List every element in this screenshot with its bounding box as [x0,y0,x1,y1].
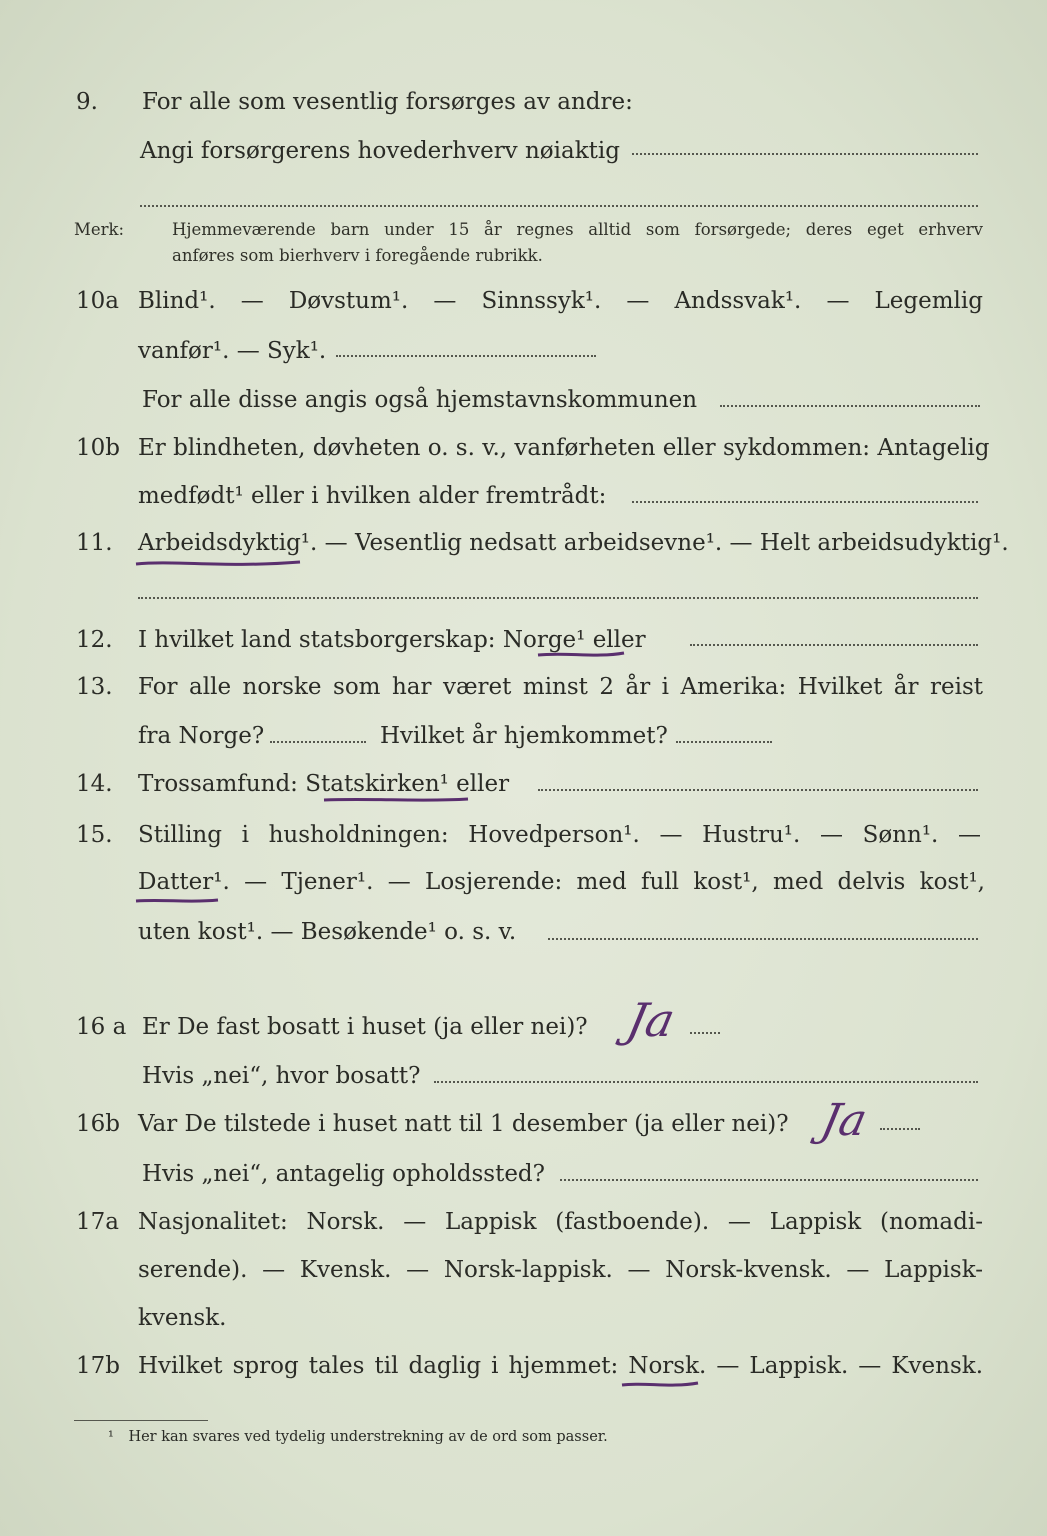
q14-field[interactable] [538,789,978,791]
q17a-line2 [0,1250,1047,1290]
q16b-handwritten-answer: Ja [816,1095,872,1146]
q10b-field[interactable] [632,501,978,503]
q15-line1 [0,815,1047,855]
q16a-number: 16 a [76,1014,127,1040]
q17a-text-3: kvensk. [138,1305,227,1331]
q12-text: I hvilket land statsborgerskap: Norge¹ eller [138,627,646,653]
q16b-line1 [0,1104,1047,1144]
q16a-text-2: Hvis „nei“, hvor bosatt? [142,1063,421,1089]
q14-number: 14. [76,771,113,797]
q13-text-2a: fra Norge? [138,723,265,749]
q10a-text-3: For alle disse angis også hjemstavnskommunen [142,387,698,413]
q14-ink-underline [322,793,472,807]
q10a-line2 [0,331,1047,371]
q9-number: 9. [76,89,98,115]
q13-text: For alle norske som har været minst 2 år i Amerika: Hvilket år reist [138,674,983,700]
q15-number: 15. [76,822,113,848]
q16a-field-2[interactable] [434,1081,978,1083]
q16a-handwritten-answer: Ja [622,993,680,1047]
q17b-text: Hvilket sprog tales til daglig i hjemmet: Norsk. — Lappisk. — Kvensk. [138,1353,983,1379]
q11-field[interactable] [138,597,978,599]
q10b-number: 10b [76,435,120,461]
q14-text: Trossamfund: Statskirken¹ eller [138,771,510,797]
q10b-line2 [0,476,1047,516]
q10a-number: 10a [76,288,119,314]
q15-text-2: Datter¹. — Tjener¹. — Losjerende: med full kost¹, med delvis kost¹, [138,869,985,895]
q15-text-3: uten kost¹. — Besøkende¹ o. s. v. [138,919,517,945]
q16b-line2 [0,1154,1047,1194]
q10b-line1 [0,428,1047,468]
q9-line1 [0,82,1047,122]
q9-text-2: Angi forsørgerens hovederhverv nøiaktig [140,138,620,164]
q9-answer-field-2[interactable] [140,205,978,207]
q11-text: Arbeidsdyktig¹. — Vesentlig nedsatt arbeidsevne¹. — Helt arbeidsudyktig¹. [138,530,1009,556]
q10a-field-1[interactable] [336,355,596,357]
q13-line1 [0,667,1047,707]
q13-number: 13. [76,674,113,700]
q15-field[interactable] [548,938,978,940]
q17a-text-2: serende). — Kvensk. — Norsk-lappisk. — Norsk-kvensk. — Lappisk- [138,1257,983,1283]
q16a-line2 [0,1056,1047,1096]
q17a-line3 [0,1298,1047,1338]
q10a-field-2[interactable] [720,405,980,407]
q12-number: 12. [76,627,113,653]
merk-label: Merk: [74,220,125,239]
q15-line3 [0,912,1047,952]
q16b-field[interactable] [880,1128,920,1130]
q11-ink-underline [134,556,304,572]
q17a-line1 [0,1202,1047,1242]
q15-ink-underline [134,894,222,908]
q10a-line3 [0,380,1047,420]
q10b-text: Er blindheten, døvheten o. s. v., vanførheten eller sykdommen: Antagelig [138,435,990,461]
q17b-ink-underline [620,1378,702,1392]
q17b-line1 [0,1346,1047,1386]
q15-text: Stilling i husholdningen: Hovedperson¹. — Hustru¹. — Sønn¹. — [138,822,981,848]
q12-line1 [0,620,1047,660]
q13-line2 [0,716,1047,756]
q17b-number: 17b [76,1353,120,1379]
q17a-text: Nasjonalitet: Norsk. — Lappisk (fastboende). — Lappisk (nomadi- [138,1209,983,1235]
q13-field-reist[interactable] [270,741,366,743]
q16a-field[interactable] [690,1032,720,1034]
merk-note [74,217,983,269]
q9-answer-field-1[interactable] [632,153,978,155]
q16a-text: Er De fast bosatt i huset (ja eller nei)? [142,1014,588,1040]
q10b-text-2: medfødt¹ eller i hvilken alder fremtrådt: [138,483,607,509]
q10a-line1 [0,281,1047,321]
q10a-text: Blind¹. — Døvstum¹. — Sinnssyk¹. — Andssvak¹. — Legemlig [138,288,983,314]
q16b-text-2: Hvis „nei“, antagelig opholdssted? [142,1161,545,1187]
q9-text: For alle som vesentlig forsørges av andre: [142,89,633,115]
q16a-line1 [0,1007,1047,1047]
q17a-number: 17a [76,1209,119,1235]
q16b-text: Var De tilstede i huset natt til 1 desember (ja eller nei)? [138,1111,789,1137]
q12-field[interactable] [690,644,978,646]
merk-text-1: Hjemmeværende barn under 15 år regnes alltid som forsørgede; deres eget erhverv [172,220,983,239]
q16b-field-2[interactable] [560,1179,978,1181]
q12-ink-underline [536,648,628,662]
footnote-mark: ¹ [108,1429,114,1445]
q13-text-2b: Hvilket år hjemkommet? [380,723,668,749]
q16b-number: 16b [76,1111,120,1137]
q9-line2 [0,131,1047,171]
q11-number: 11. [76,530,113,556]
footnote-text: Her kan svares ved tydelig understrekning av de ord som passer. [128,1429,608,1445]
q13-field-hjemkommet[interactable] [676,741,772,743]
q14-line1 [0,764,1047,804]
q10a-text-2: vanfør¹. — Syk¹. [138,338,327,364]
footnote-rule [74,1420,208,1421]
merk-text-2: anføres som bierhverv i foregående rubrikk. [172,246,543,265]
footnote [108,1426,608,1448]
